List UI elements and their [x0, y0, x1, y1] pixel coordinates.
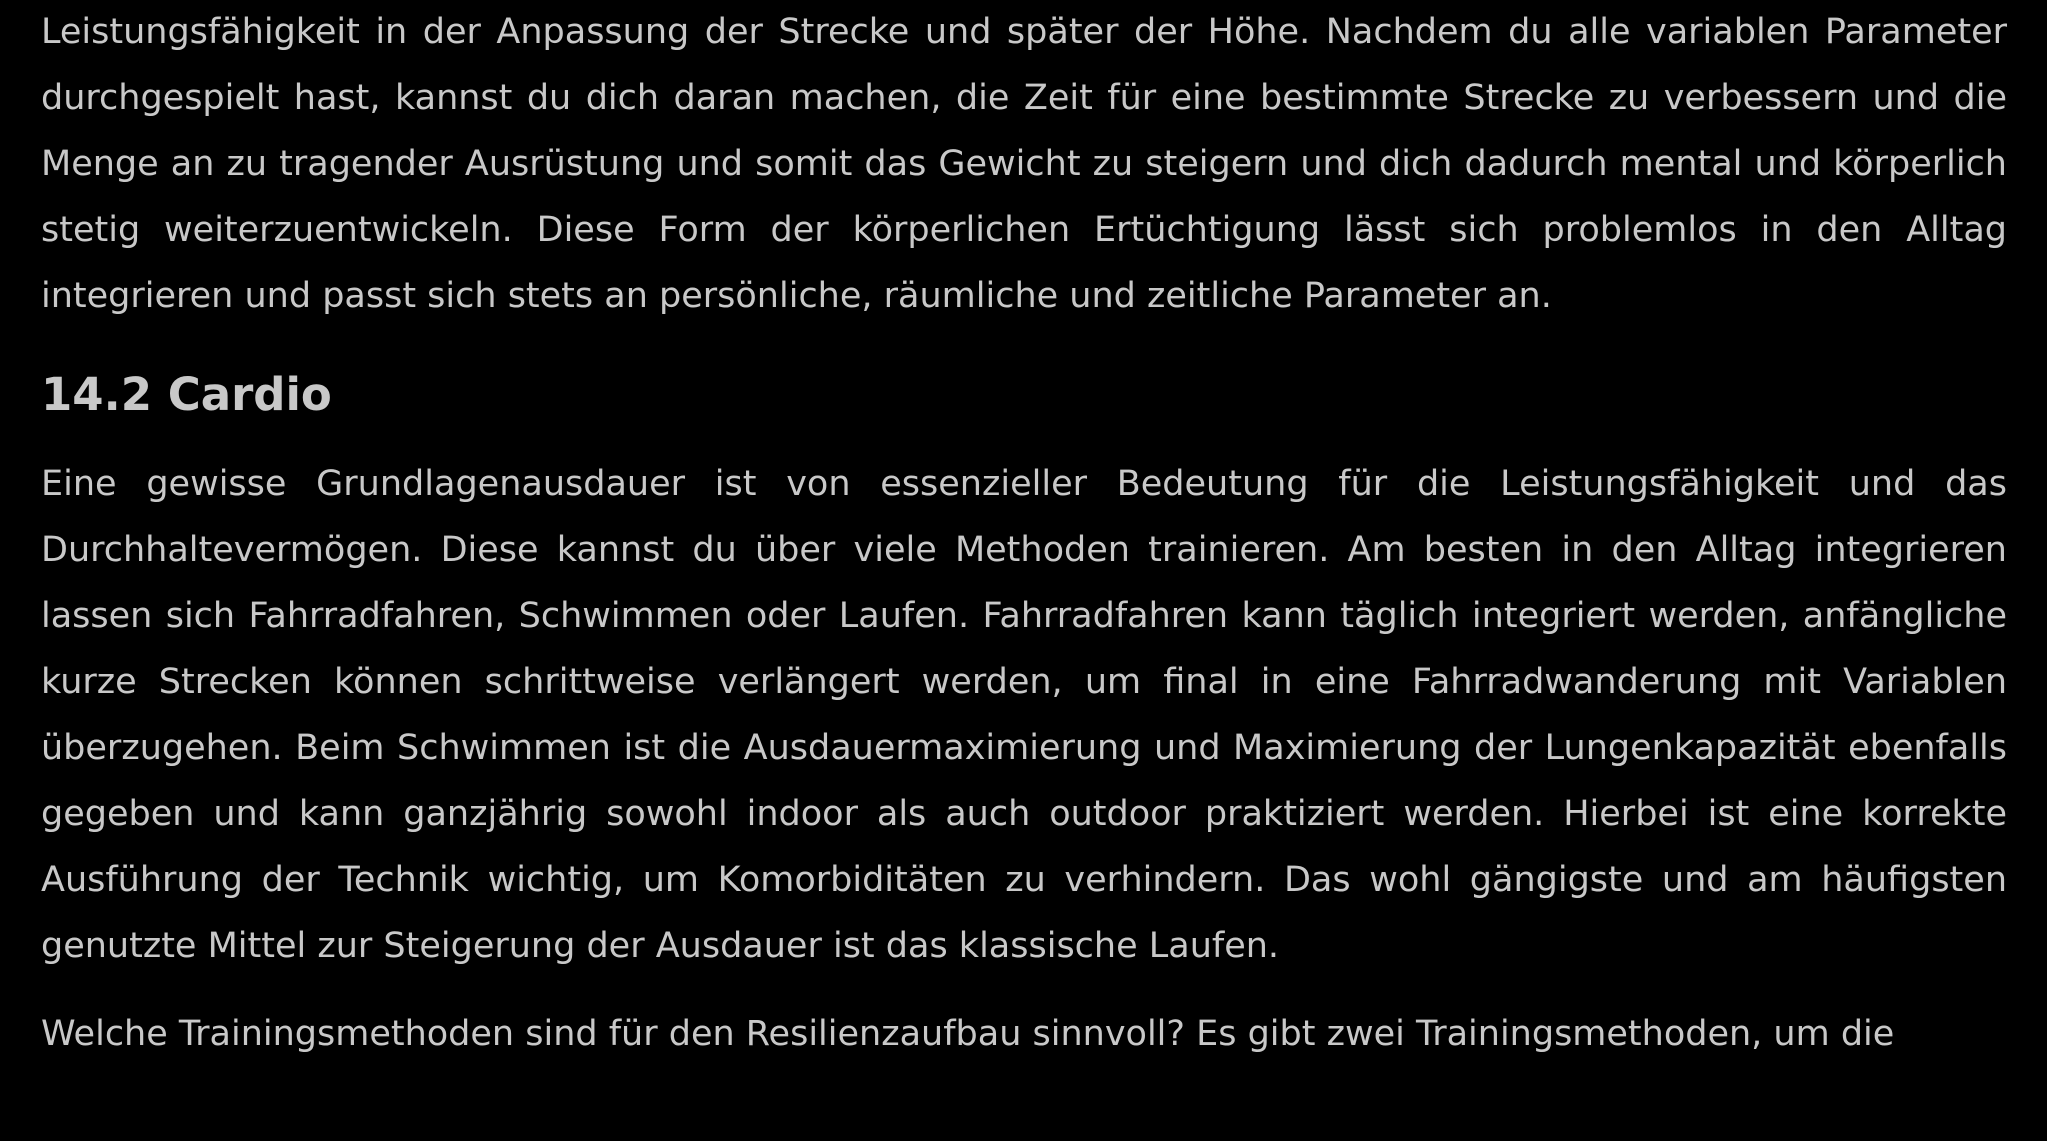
paragraph-previous-continued: Leistungsfähigkeit in der Anpassung der Strecke und später der Höhe. Nachdem du alle variablen Parameter durchgespielt hast, kannst du dich daran machen, die Zeit für eine bestimmte Strecke zu verbessern und die Menge an zu tragender Ausrüstung und somit das Gewicht zu steigern und dich dadurch mental und körperlich stetig weiterzuentwickeln. Diese Form der körperlichen Ertüchtigung lässt sich problemlos in den Alltag integrieren und passt sich stets an persönliche, räumliche und zeitliche Parameter an.: [41, 12, 2007, 316]
section-heading: 14.2 Cardio: [41, 368, 332, 421]
reading-content: [41, 0, 2007, 1067]
paragraph-cardio: Eine gewisse Grundlagenausdauer ist von essenzieller Bedeutung für die Leistungsfähigkeit und das Durchhaltevermögen. Diese kannst du über viele Methoden trainieren. Am besten in den Alltag integrieren lassen sich Fahrradfahren, Schwimmen oder Laufen. Fahrradfahren kann täglich integriert werden, anfängliche kurze Strecken können schrittweise verlängert werden, um final in eine Fahrradwanderung mit Variablen überzugehen. Beim Schwimmen ist die Ausdauermaximierung und Maximierung der Lungenkapazität ebenfalls gegeben und kann ganzjährig sowohl indoor als auch outdoor praktiziert werden. Hierbei ist eine korrekte Ausführung der Technik wichtig, um Komorbiditäten zu verhindern. Das wohl gängigste und am häufigsten genutzte Mittel zur Steigerung der Ausdauer ist das klassische Laufen.: [41, 464, 2007, 966]
paragraph-training-methods: Welche Trainingsmethoden sind für den Resilienzaufbau sinnvoll? Es gibt zwei Trainingsmethoden, um die: [41, 1014, 1895, 1054]
